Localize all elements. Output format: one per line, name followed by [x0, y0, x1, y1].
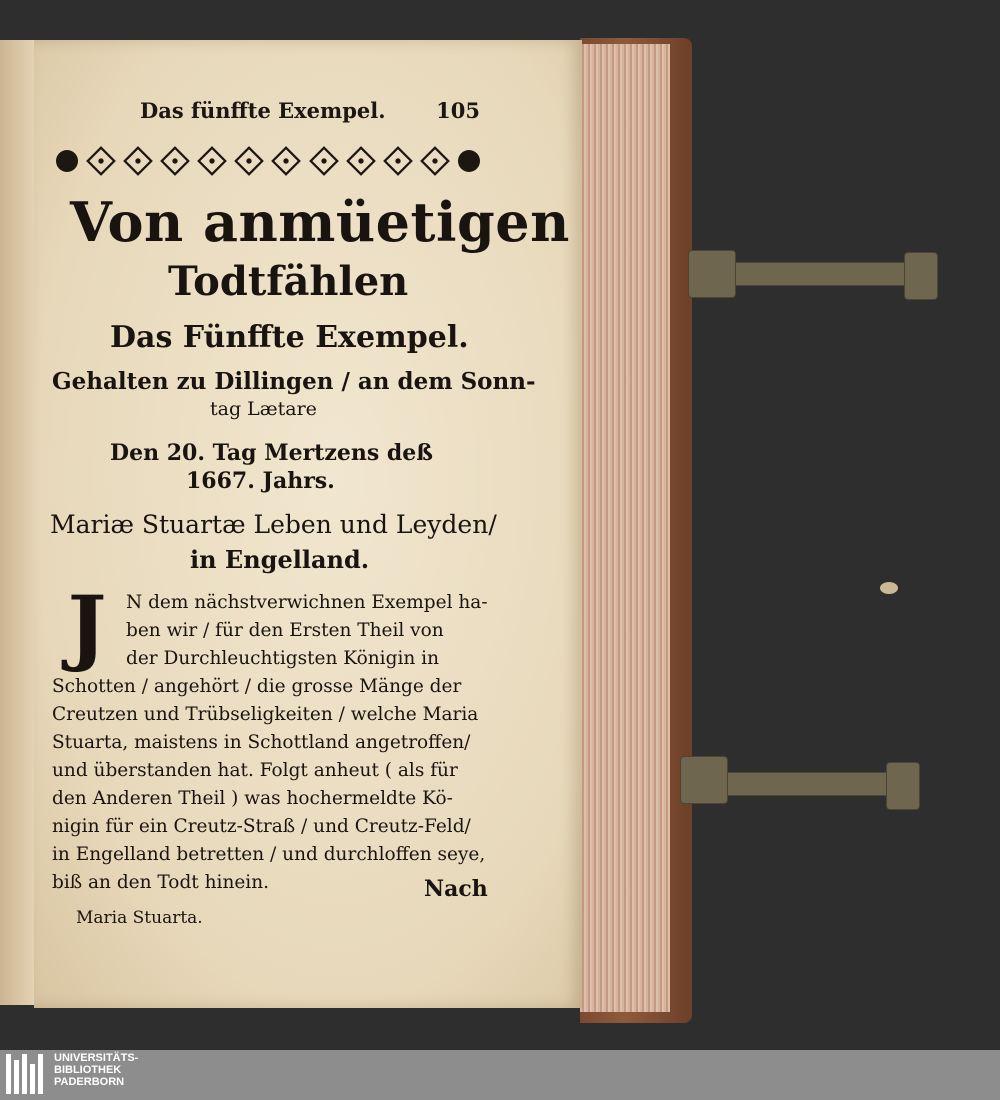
body-line: nigin für ein Creutz-Straß / und Creutz-Feld/: [52, 816, 471, 837]
ornament-unit: [235, 146, 265, 176]
topic-line-2: in Engelland.: [190, 545, 370, 574]
ornament-unit: [86, 146, 116, 176]
ornament-unit: [346, 146, 376, 176]
ornament-cap-left: [56, 150, 78, 172]
library-name: [54, 1052, 138, 1088]
facing-page-edge: [0, 40, 35, 1005]
body-line: Stuarta, maistens in Schottland angetroffen/: [52, 732, 471, 753]
title-line-2: Todtfählen: [168, 258, 409, 305]
page-fore-edge: [580, 44, 670, 1012]
body-line: der Durchleuchtigsten Königin in: [126, 648, 439, 669]
ornament-unit: [309, 146, 339, 176]
body-line: Creutzen und Trübseligkeiten / welche Maria: [52, 704, 479, 725]
library-footer-bar: [0, 1050, 1000, 1100]
topic-line-1: Mariæ Stuartæ Leben und Leyden/: [50, 510, 497, 539]
page-number: 105: [436, 98, 480, 123]
subtitle-line-1: Gehalten zu Dillingen / an dem Sonn-: [52, 368, 536, 395]
body-line: N dem nächstverwichnen Exempel ha-: [126, 592, 488, 613]
catchword: Nach: [424, 876, 488, 902]
body-line: und überstanden hat. Folgt anheut ( als für: [52, 760, 458, 781]
ornament-unit: [272, 146, 302, 176]
decorated-initial: J: [67, 579, 107, 675]
title-line-3: Das Fünffte Exempel.: [110, 320, 469, 355]
upper-clasp-end: [904, 252, 938, 300]
body-line: biß an den Todt hinein.: [52, 872, 270, 893]
ornament-unit: [160, 146, 190, 176]
body-line: ben wir / für den Ersten Theil von: [126, 620, 444, 641]
running-head-title: Das fünffte Exempel.: [140, 98, 386, 123]
date-line-1: Den 20. Tag Mertzens deß: [110, 440, 433, 466]
title-line-1: Von anmüetigen: [70, 190, 570, 254]
subtitle-line-2: tag Lætare: [210, 398, 317, 420]
marginal-footer-note: Maria Stuarta.: [76, 908, 203, 928]
ornament-cap-right: [458, 150, 480, 172]
body-line: in Engelland betretten / und durchloffen seye,: [52, 844, 486, 865]
ornament-unit: [383, 146, 413, 176]
ornament-unit: [197, 146, 227, 176]
body-line: Schotten / angehört / die grosse Mänge der: [52, 676, 462, 697]
upper-clasp-hinge: [688, 250, 736, 298]
date-line-2: 1667. Jahrs.: [186, 468, 335, 494]
library-logo-icon: [6, 1054, 46, 1094]
library-name-line-3: PADERBORN: [54, 1076, 125, 1088]
library-name-line-1: UNIVERSITÄTS-: [54, 1052, 139, 1064]
ornament-unit: [420, 146, 450, 176]
library-name-line-2: BIBLIOTHEK: [54, 1064, 122, 1076]
ornamental-border: [56, 144, 480, 178]
body-line: den Anderen Theil ) was hochermeldte Kö-: [52, 788, 453, 809]
paper-fragment: [880, 582, 898, 594]
ornament-unit: [123, 146, 153, 176]
running-header: [140, 98, 480, 123]
lower-clasp-end: [886, 762, 920, 810]
lower-clasp-hinge: [680, 756, 728, 804]
